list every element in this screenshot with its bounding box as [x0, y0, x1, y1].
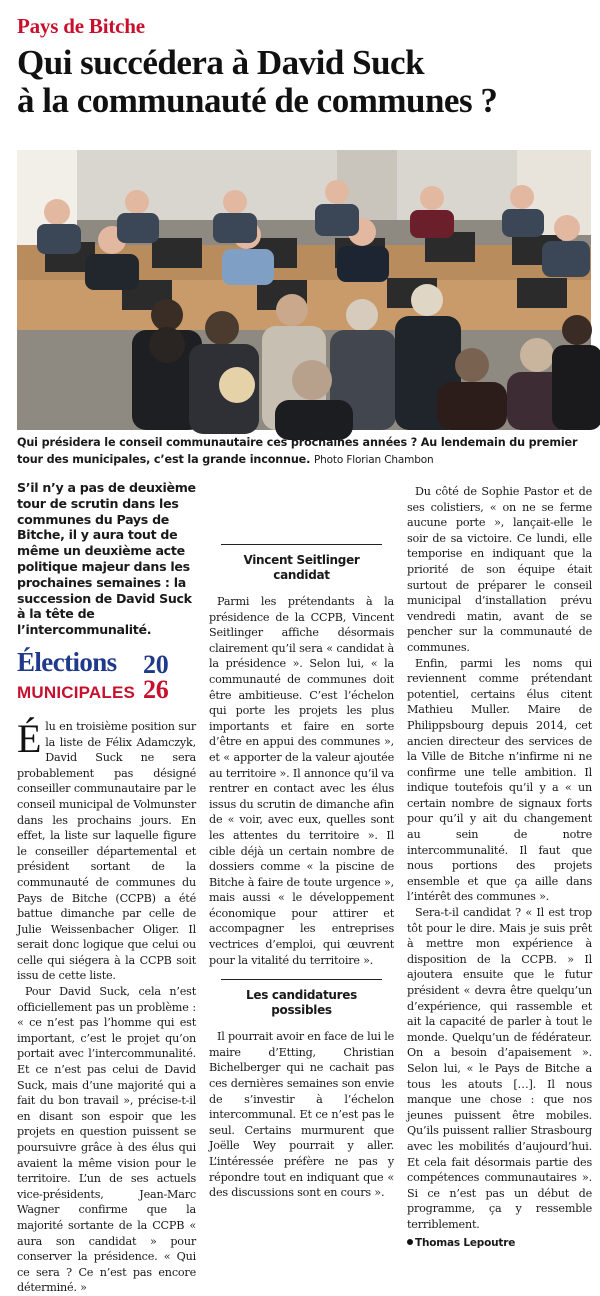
body-paragraph-3: Parmi les prétendants à la présidence de la CCPB, Vincent Seitlinger affiche désormais clairement qu’il sera « candidat à la présidence ». Selon lui, « la communauté de communes doit être ambitieuse. C’est l’échelon qui porte les projets les plus importants et faire en sorte d’être en appui des communes », et « apporter de la valeur ajoutée au territoire ». Il annonce qu’il va rentrer en contact avec les élus issus du scrutin de dimanche afin de « voir, avec eux, quelles sont les attentes du territoire ». Il cible déjà un certain nombre de dossiers comme « la piscine de Bitche à faire de toute urgence », mais aussi « le développement économique pour attirer et accompagner les entreprises vectrices d’emploi, qui œuvrent pour la vitalité du territoire ».: [209, 595, 394, 967]
article-column-2: [209, 484, 394, 1201]
article-headline: [17, 44, 592, 120]
article-photo: [17, 150, 591, 430]
section-kicker: Pays de Bitche: [17, 14, 145, 38]
subhead-candidatures: Les candidatures possibles: [221, 979, 382, 1018]
photo-caption: [17, 434, 591, 469]
photo-credit: Photo Florian Chambon: [313, 454, 434, 466]
municipales-word: MUNICIPALES: [17, 682, 136, 702]
body-paragraph-1: [17, 715, 196, 984]
body-paragraph-6: Enfin, parmi les noms qui reviennent comme prétendant potentiel, certains élus citent Mathieu Muller. Maire de Philippsbourg depuis 2014, cet ancien directeur des services de la Ville de Bitche n’infirme ni ne confirme une telle ambition. Il indique toutefois qu’il y a « un certain nombre de signaux forts pour qu’il y ait du changement au sein de notre intercommunalité. Il faut que nous portions des projets ensemble et que ça aille dans l’intérêt des communes ».: [407, 656, 592, 904]
body-paragraph-1-text: lu en troisième position sur la liste de Félix Adamczyk, David Suck ne sera probablement pas désigné conseiller communautaire par le conseil municipal de Volmunster dans les prochains jours. En effet, la liste sur laquelle figure le conseiller départemental et président sortant de la communauté de communes du Pays de Bitche (CCPB) a été battue dimanche par celle de Julie Weissenbacher Oliger. Il serait donc logique que celui ou celle qui siégera à la CCPB soit issu de cette liste.: [17, 719, 196, 983]
body-paragraph-4: Il pourrait avoir en face de lui le maire d’Etting, Christian Bichelberger qui ne cachait pas ces dernières semaines son envie de s’investir à l’échelon intercommunal. Et ce n’est pas le seul. Certains murmurent que Joëlle Wey pourrait y aller. L’intéressée préfère ne pas y répondre tout en indiquant que « des discussions sont en cours ».: [209, 1030, 394, 1200]
caption-text: Qui présidera le conseil communautaire ces prochaines années ? Au lendemain du premier tour des municipales, c’est la grande inconnue.: [17, 436, 578, 466]
year-top-digits: 20: [143, 649, 169, 679]
subhead-vincent-seitlinger: Vincent Seitlinger candidat: [221, 544, 382, 583]
council-meeting-illustration: [17, 150, 591, 430]
byline-author: Thomas Lepoutre: [415, 1236, 516, 1249]
byline-bullet-icon: [407, 1239, 413, 1245]
headline-line-2: à la communauté de communes ?: [17, 81, 498, 120]
article-column-3: [407, 484, 592, 1251]
year-bottom-digits: 26: [143, 674, 169, 704]
body-paragraph-2: Pour David Suck, cela n’est officiellement pas un problème : « ce n’est pas l’homme qui est important, c’est le projet qu’on portait avec l’intercommunalité. Et ce n’est pas celui de David Suck, mais d’une majorité qui a fait du bon travail », précise-t-il en disant son espoir que les projets en question puissent se poursuivre grâce à des élus qui avaient la même vision pour le territoire. L’un de ses actuels vice-présidents, Jean-Marc Wagner confirme que la majorité sortante de la CCPB « aura son candidat » pour conserver la présidence. « Qui ce sera ? Ce n’est pas encore déterminé. »: [17, 985, 196, 1295]
article-column-1: [17, 476, 196, 1296]
year-2026-logo: [141, 649, 197, 704]
dropcap: É: [17, 715, 42, 761]
body-paragraph-5: Du côté de Sophie Pastor et de ses colistiers, « on ne se ferme aucune porte », lançait-elle le soir de sa victoire. Ce lundi, elle temporise en indiquant que la priorité de son équipe était surtout de préparer le conseil municipal d’installation prévu vendredi matin, avant de se pencher sur la communauté de communes.: [407, 485, 592, 654]
article-lede: S’il n’y a pas de deuxième tour de scrutin dans les communes du Pays de Bitche, il y aura tout de même un deuxième acte politique majeur dans les prochaines semaines : la succession de David Suck à la tête de l’intercommunalité.: [17, 480, 196, 638]
elections-badge: [17, 646, 196, 707]
article-byline: [407, 1236, 592, 1252]
headline-line-1: Qui succédera à David Suck: [17, 43, 425, 82]
elections-word: Élections: [17, 646, 117, 677]
body-paragraph-7: Sera-t-il candidat ? « Il est trop tôt pour le dire. Mais je suis prêt à mettre mon expérience à disposition de la CCPB. » Il ajoutera ensuite que le futur président « devra être quelqu’un d’expérience, qui rassemble et ait la capacité de parler à tout le monde. Quelqu’un de fédérateur. On a besoin d’apaisement ». Selon lui, « le Pays de Bitche a tous les atouts […]. Il nous manque une chose : que nos jeunes puissent être mobiles. Qu’ils puissent rallier Strasbourg avec les mobilités d’aujourd’hui. Et cela fait désormais partie des compétences communautaires ». Si ce n’est pas un début de programme, ça y ressemble terriblement.: [407, 906, 592, 1231]
